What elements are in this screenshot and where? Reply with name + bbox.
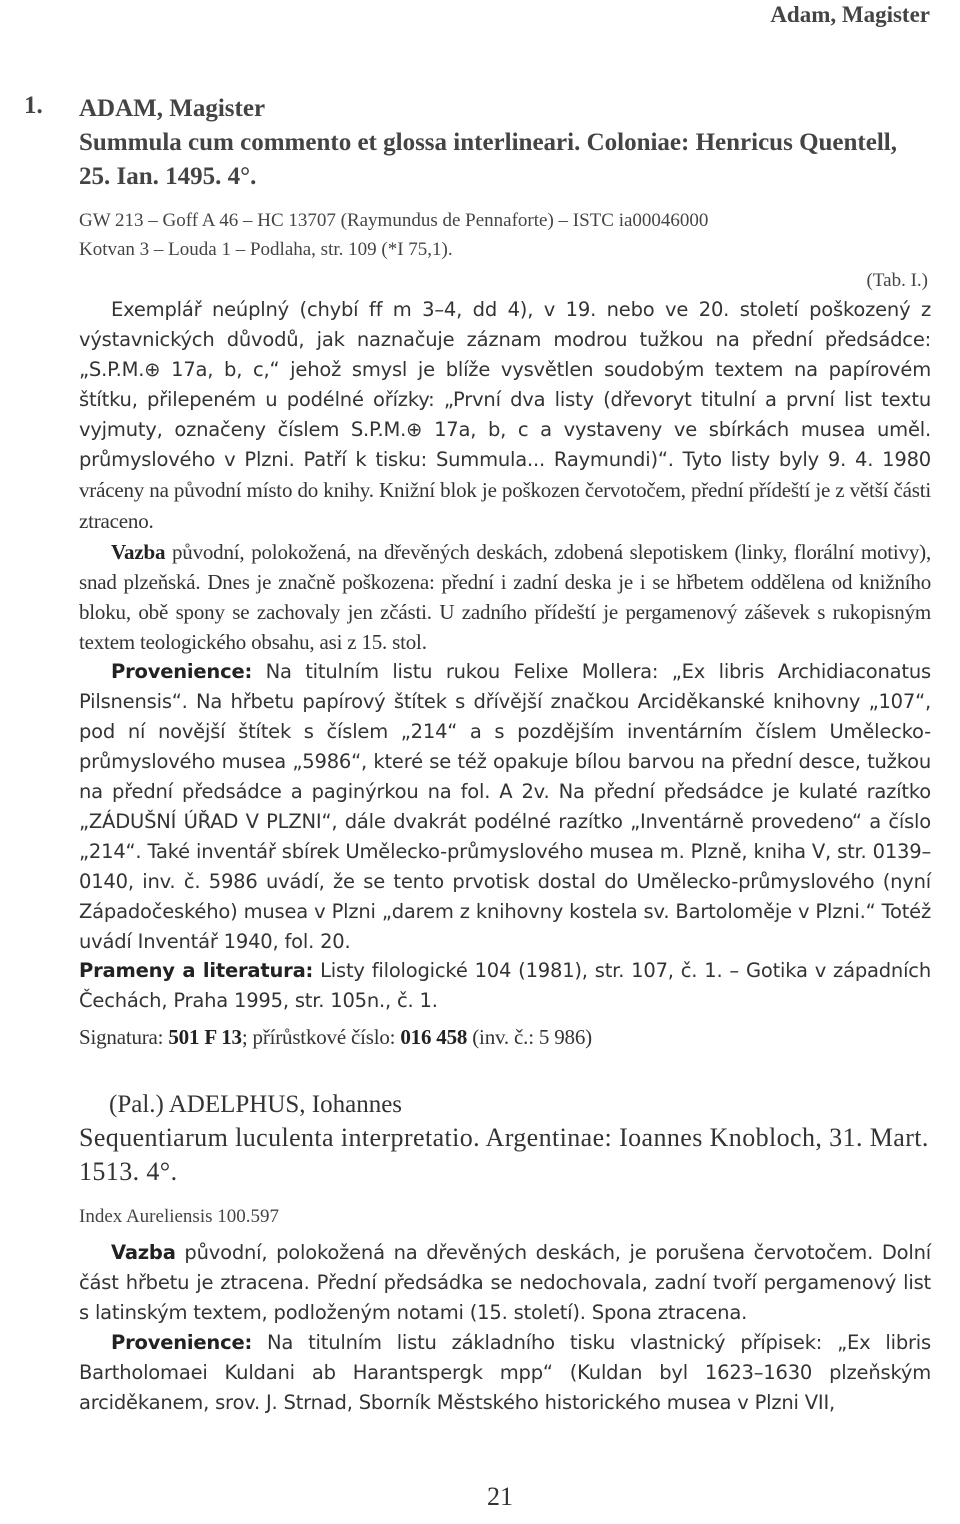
entry-2-vazba [79, 1238, 931, 1328]
entry-1-signatura-para [79, 1022, 931, 1052]
signatura-mid: ; přírůstkové číslo: [241, 1025, 401, 1049]
entry-2-refs-line: Index Aureliensis 100.597 [79, 1206, 280, 1227]
entry-1-provenience [79, 657, 931, 957]
entry-1-exemplar [79, 295, 931, 537]
entry-1 [79, 92, 931, 194]
entry-1-provenience-text: Na titulním listu rukou Felixe Mollera: „Ex libris Archidiaconatus Pilsnensis“. Na hřbetu papírový štítek s dřívější značkou Arciděkanské knihovny „107“, pod ní novější štítek s číslem „214“ a s pozdějším inventárním číslem Umělecko-průmyslového musea „5986“, které se též opakuje bílou barvou na přední desce, tužkou na přední předsádce a paginýrkou na fol. A 2v. Na přední předsádce je kulaté razítko „ZÁDUŠNÍ ÚŘAD V PLZNI“, dále dvakrát podélné razítko „Inventárně provedeno“ a číslo „214“. Také inventář sbírek Umělecko-průmyslového musea m. Plzně, kniha V, str. 0139–0140, inv. č. 5986 uvádí, že se tento prvotisk dostal do Umělecko-průmyslového (nyní Západočeského) musea v Plzni „darem z knihovny kostela sv. Bartoloměje v Plzni.“ Totéž uvádí Inventář 1940, fol. 20. [79, 660, 931, 953]
entry-1-prameny-text: Listy filologické 104 (1981), str. 107, č. 1. – Gotika v západních Čechách, Praha 1995, str. 105n., č. 1. [79, 959, 931, 1012]
entry-1-prameny-para [79, 956, 931, 1016]
entry-1-vazba-label: Vazba [111, 540, 166, 564]
entry-1-tab-ref-wrap [79, 266, 931, 295]
entry-2-provenience-label: Provenience: [111, 1331, 253, 1354]
entry-2-provenience-text: Na titulním listu základního tisku vlastnický přípisek: „Ex libris Bartholomaei Kuldani ab Harantspergk mpp“ (Kuldan byl 1623–1630 plzeňským arciděkanem, srov. J. Strnad, Sborník Městského historického musea v Plzni VII, [79, 1331, 931, 1414]
entry-2-vazba-label: Vazba [111, 1241, 176, 1264]
running-head: Adam, Magister [770, 2, 930, 27]
entry-2-provenience [79, 1328, 931, 1418]
entry-2-title: Sequentiarum luculenta interpretatio. Argentinae: Ioannes Knobloch, 31. Mart. 1513. 4°. [79, 1123, 929, 1186]
entry-1-refs-line-1: GW 213 – Goff A 46 – HC 13707 (Raymundus de Pennaforte) – ISTC ia00046000 [79, 210, 709, 231]
signatura-prefix: Signatura: [79, 1025, 169, 1049]
prirustek-value: 016 458 [400, 1025, 468, 1049]
entry-1-exemplar-b: vráceny na původní místo do knihy. Knižní blok je poškozen červotočem, přední přídeští je z větší části ztraceno. [79, 478, 931, 533]
entry-1-author: ADAM, Magister [79, 95, 266, 122]
entry-2-references [79, 1202, 931, 1231]
entry-2-description [79, 1238, 931, 1418]
signatura-suffix: (inv. č.: 5 986) [467, 1025, 592, 1049]
entry-number: 1. [24, 92, 43, 119]
entry-1-signatura [79, 1022, 931, 1052]
entry-1-tab-ref: (Tab. I.) [866, 270, 928, 291]
entry-2 [79, 1088, 931, 1189]
entry-2-vazba-text: původní, polokožená na dřevěných deskách, je porušena červotočem. Dolní část hřbetu je ztracena. Přední předsádka se nedochovala, zadní tvoří pergamenový list s latinským textem, podloženým notami (15. století). Spona ztracena. [79, 1241, 931, 1324]
entry-1-vazba [79, 537, 931, 657]
entry-1-provenience-label: Provenience: [111, 660, 253, 683]
entry-1-references [79, 206, 931, 264]
page-number: 21 [487, 1482, 513, 1511]
signatura-value: 501 F 13 [168, 1025, 242, 1049]
entry-1-vazba-text: původní, polokožená, na dřevěných deskách, zdobená slepotiskem (linky, florální motivy), snad plzeňská. Dnes je značně poškozena: přední i zadní deska je i se hřbetem oddělena od knižního bloku, obě spony se zachovaly jen zčásti. U zadního přídeští je pergamenový záševek s rukopisným textem teologického obsahu, asi z 15. stol. [79, 540, 931, 654]
entry-1-refs-line-2: Kotvan 3 – Louda 1 – Podlaha, str. 109 (*I 75,1). [79, 239, 453, 260]
entry-1-title: Summula cum commento et glossa interlineari. Coloniae: Henricus Quentell, 25. Ian. 1495. 4°. [79, 129, 897, 190]
entry-2-author: (Pal.) ADELPHUS, Iohannes [109, 1091, 403, 1118]
entry-1-prameny [79, 956, 931, 1016]
entry-1-prameny-label: Prameny a literatura: [79, 959, 314, 982]
entry-1-description [79, 295, 931, 957]
entry-1-exemplar-a: Exemplář neúplný (chybí ff m 3–4, dd 4), v 19. nebo ve 20. století poškozený z výstavnických důvodů, jak naznačuje záznam modrou tužkou na přední předsádce: „S.P.M.⊕ 17a, b, c,“ jehož smysl je blíže vysvětlen soudobým textem na papírovém štítku, přilepeném u podélné ořízky: „První dva listy (dřevoryt titulní a první list textu vyjmuty, označeny číslem S.P.M.⊕ 17a, b, c a vystaveny ve sbírkách musea uměl. průmyslového v Plzni. Patří k tisku: Summula... Raymundi)“. Tyto listy byly 9. 4. 1980 [79, 298, 931, 471]
